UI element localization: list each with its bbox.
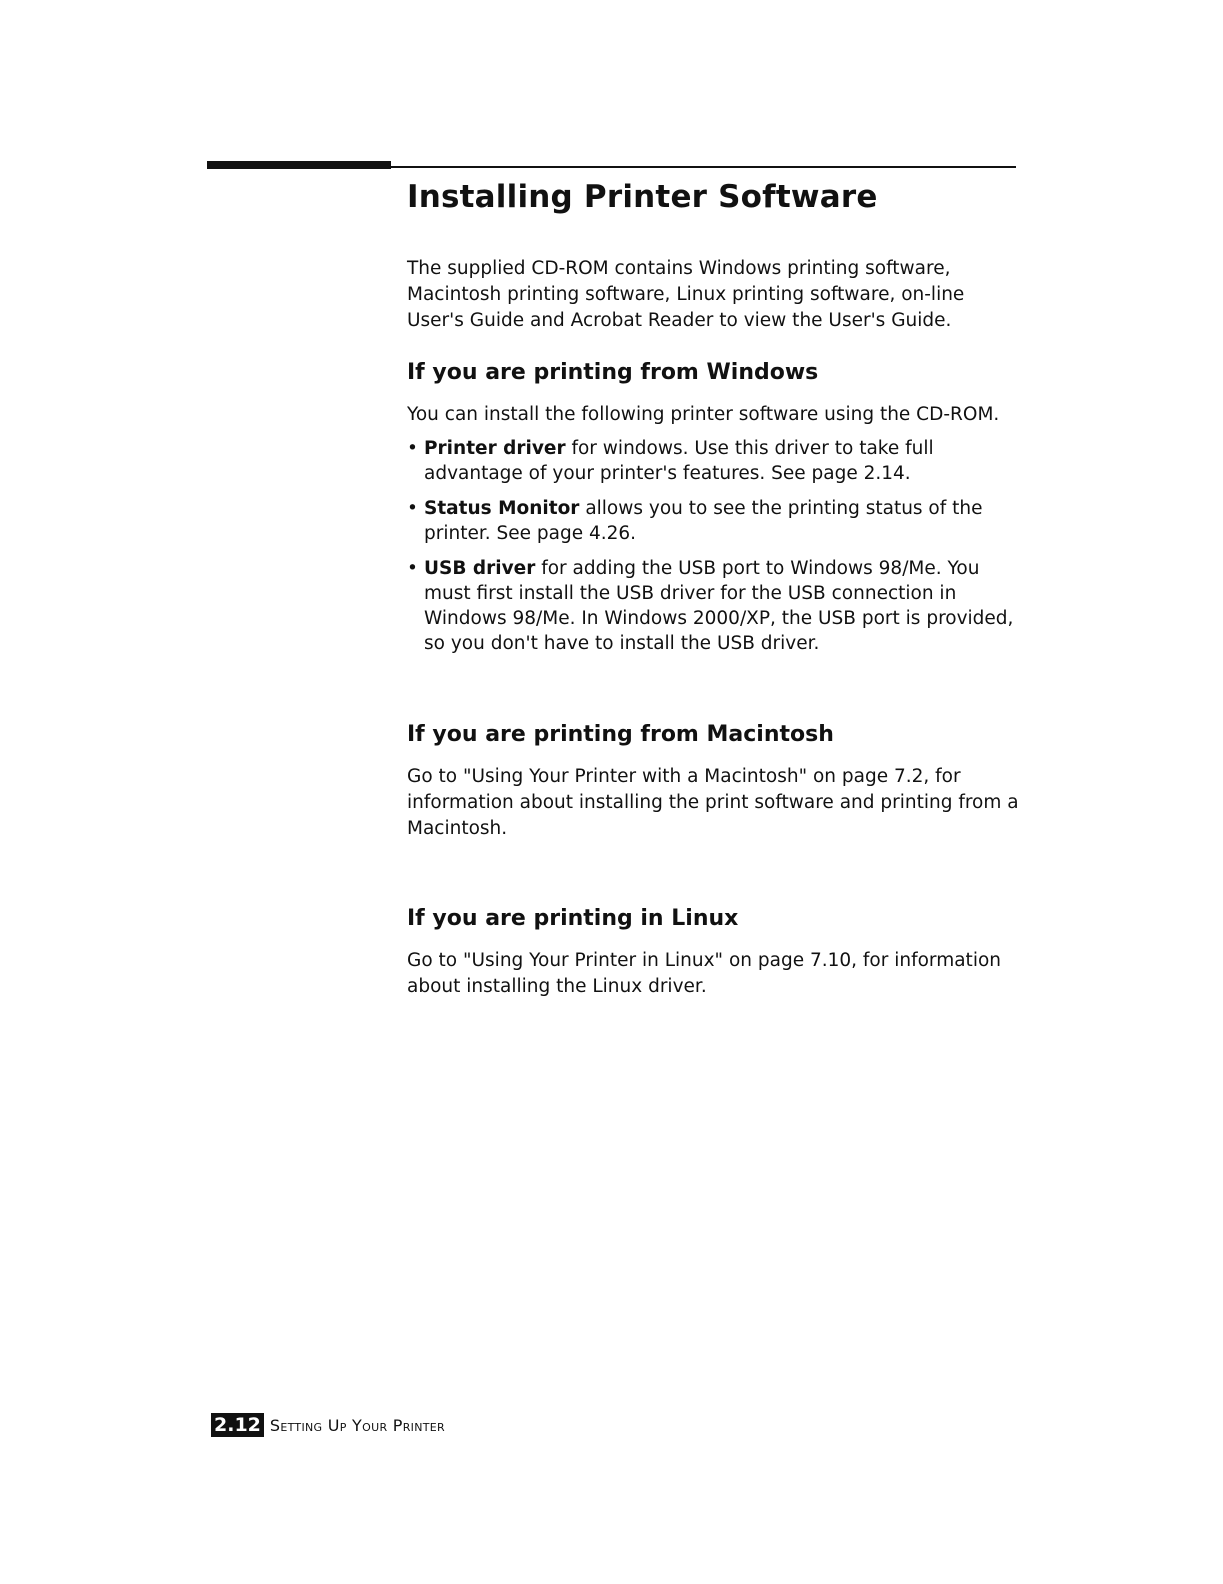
list-item bbox=[407, 496, 1019, 546]
linux-heading: If you are printing in Linux bbox=[407, 906, 739, 931]
bullet-icon: • bbox=[407, 558, 418, 579]
header-rule-thin bbox=[391, 166, 1016, 168]
bullet-term: USB driver bbox=[424, 558, 536, 579]
section-name: Setting Up Your Printer bbox=[269, 1415, 445, 1435]
list-item bbox=[407, 436, 1019, 486]
page-content bbox=[407, 176, 1019, 1000]
macintosh-heading: If you are printing from Macintosh bbox=[407, 722, 834, 747]
bullet-term: Status Monitor bbox=[424, 498, 580, 519]
bullet-term: Printer driver bbox=[424, 438, 566, 459]
bullet-text: for windows. Use this driver to take full advantage of your printer's features. See page 2.14. bbox=[424, 438, 934, 484]
windows-software-list bbox=[407, 436, 1019, 656]
linux-paragraph: Go to "Using Your Printer in Linux" on page 7.10, for information about installing the Linux driver. bbox=[407, 950, 1001, 997]
macintosh-paragraph: Go to "Using Your Printer with a Macintosh" on page 7.2, for information about installing the print software and printing from a Macintosh. bbox=[407, 766, 1019, 839]
windows-paragraph: You can install the following printer software using the CD-ROM. bbox=[407, 404, 1000, 425]
bullet-text: for adding the USB port to Windows 98/Me. You must first install the USB driver for the USB connection in Windows 98/Me. In Windows 2000/XP, the USB port is provided, so you don't have to install the USB driver. bbox=[424, 558, 1014, 654]
page-title: Installing Printer Software bbox=[407, 179, 878, 215]
windows-heading: If you are printing from Windows bbox=[407, 360, 819, 385]
bullet-text: allows you to see the printing status of the printer. See page 4.26. bbox=[424, 498, 983, 544]
header-rule-thick bbox=[207, 161, 391, 169]
list-item bbox=[407, 556, 1019, 656]
page-footer bbox=[211, 1412, 445, 1438]
bullet-icon: • bbox=[407, 498, 418, 519]
intro-paragraph: The supplied CD-ROM contains Windows printing software, Macintosh printing software, Linux printing software, on-line User's Guide and Acrobat Reader to view the User's Guide. bbox=[407, 258, 965, 331]
bullet-icon: • bbox=[407, 438, 418, 459]
page-number-badge: 2.12 bbox=[211, 1413, 264, 1437]
